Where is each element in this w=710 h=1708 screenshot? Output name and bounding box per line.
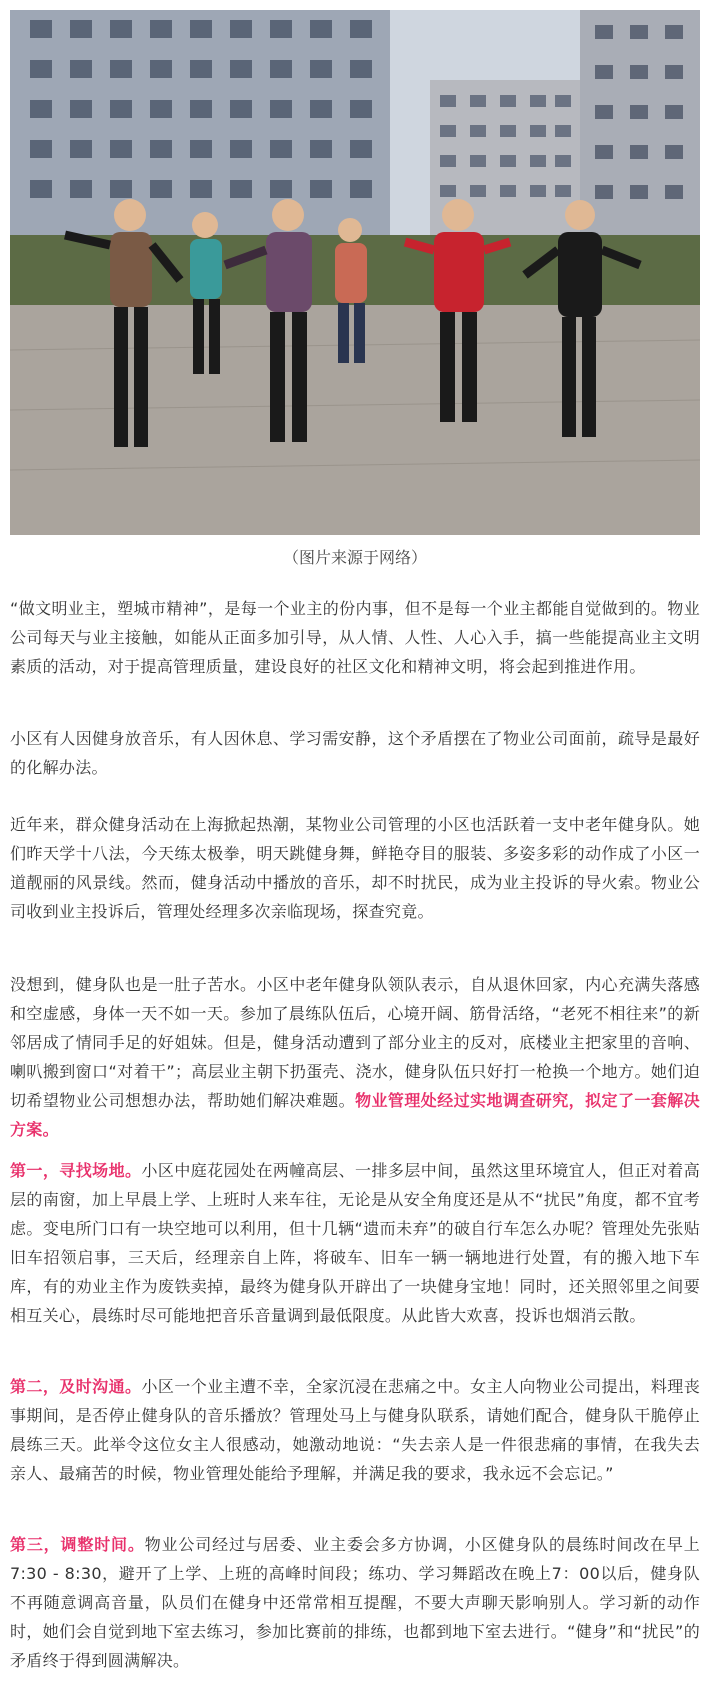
paragraph-1: “做文明业主，塑城市精神”，是每一个业主的份内事，但不是每一个业主都能自觉做到的。物业公司每天与业主接触，如能从正面多加引导，从人情、人性、人心入手，搞一些能提高业主文明素质的活动，对于提高管理质量，建设良好的社区文化和精神文明，将会起到推进作用。: [10, 599, 700, 676]
paragraph-5: [10, 1156, 700, 1330]
paragraph-7-text: 物业公司经过与居委、业主委会多方协调，小区健身队的晨练时间改在早上7:30 - 8:30，避开了上学、上班的高峰时间段；练功、学习舞蹈改在晚上7：00以后，健身队不再随意调高音量，队员们在健身中还常常相互提醒，不要大声聊天影响别人。学习新的动作时，她们会自觉到地下室去练习，参加比赛前的排练，也都到地下室去进行。“健身”和“扰民”的矛盾终于得到圆满解决。: [10, 1535, 701, 1670]
photo-illustration: [10, 10, 700, 535]
paragraph-5-text: 小区中庭花园处在两幢高层、一排多层中间，虽然这里环境宜人，但正对着高层的南窗，加上早晨上学、上班时人来车往，无论是从安全角度还是从不“扰民”角度，都不宜考虑。变电所门口有一块空地可以利用，但十几辆“遗而未弃”的破自行车怎么办呢？管理处先张贴旧车招领启事，三天后，经理亲自上阵，将破车、旧车一辆一辆地进行处置，有的搬入地下车库，有的劝业主作为废铁卖掉，最终为健身队开辟出了一块健身宝地！同时，还关照邻里之间要相互关心，晨练时尽可能地把音乐音量调到最低限度。从此皆大欢喜，投诉也烟消云散。: [10, 1161, 700, 1325]
paragraph-6: [10, 1372, 700, 1488]
paragraph-7: [10, 1530, 700, 1675]
section-one-heading: 第一，寻找场地。: [10, 1161, 142, 1180]
paragraph-6-text: 小区一个业主遭不幸，全家沉浸在悲痛之中。女主人向物业公司提出，料理丧事期间，是否停止健身队的音乐播放？管理处马上与健身队联系，请她们配合，健身队干脆停止晨练三天。此举令这位女主人很感动，她激动地说：“失去亲人是一件很悲痛的事情，在我失去亲人、最痛苦的时候，物业管理处能给予理解，并满足我的要求，我永远不会忘记。”: [10, 1377, 700, 1483]
paragraph-4: [10, 970, 700, 1144]
section-two-heading: 第二，及时沟通。: [10, 1377, 142, 1396]
group-dance-photo: [10, 10, 700, 535]
paragraph-4-highlight: 物业管理处经过实地调查研究，拟定了一套解决方案。: [10, 1091, 700, 1139]
paragraph-4-text: 没想到，健身队也是一肚子苦水。小区中老年健身队领队表示，自从退休回家，内心充满失落感和空虚感，身体一天不如一天。参加了晨练队伍后，心境开阔、筋骨活络，“老死不相往来”的新邻居成了情同手足的好姐妹。但是，健身活动遭到了部分业主的反对，底楼业主把家里的音响、喇叭搬到窗口“对着干”；高层业主朝下扔蛋壳、浇水，健身队伍只好打一枪换一个地方。她们迫切希望物业公司想想办法，帮助她们解决难题。: [10, 975, 700, 1110]
section-three-heading: 第三，调整时间。: [10, 1535, 145, 1554]
image-caption: （图片来源于网络）: [282, 548, 427, 567]
paragraph-3: 近年来，群众健身活动在上海掀起热潮，某物业公司管理的小区也活跃着一支中老年健身队。她们昨天学十八法，今天练太极拳，明天跳健身舞，鲜艳夺目的服装、多姿多彩的动作成了小区一道靓丽的风景线。然而，健身活动中播放的音乐，却不时扰民，成为业主投诉的导火索。物业公司收到业主投诉后，管理处经理多次亲临现场，探查究竟。: [10, 815, 700, 921]
paragraph-2: 小区有人因健身放音乐，有人因休息、学习需安静，这个矛盾摆在了物业公司面前，疏导是最好的化解办法。: [10, 729, 700, 777]
